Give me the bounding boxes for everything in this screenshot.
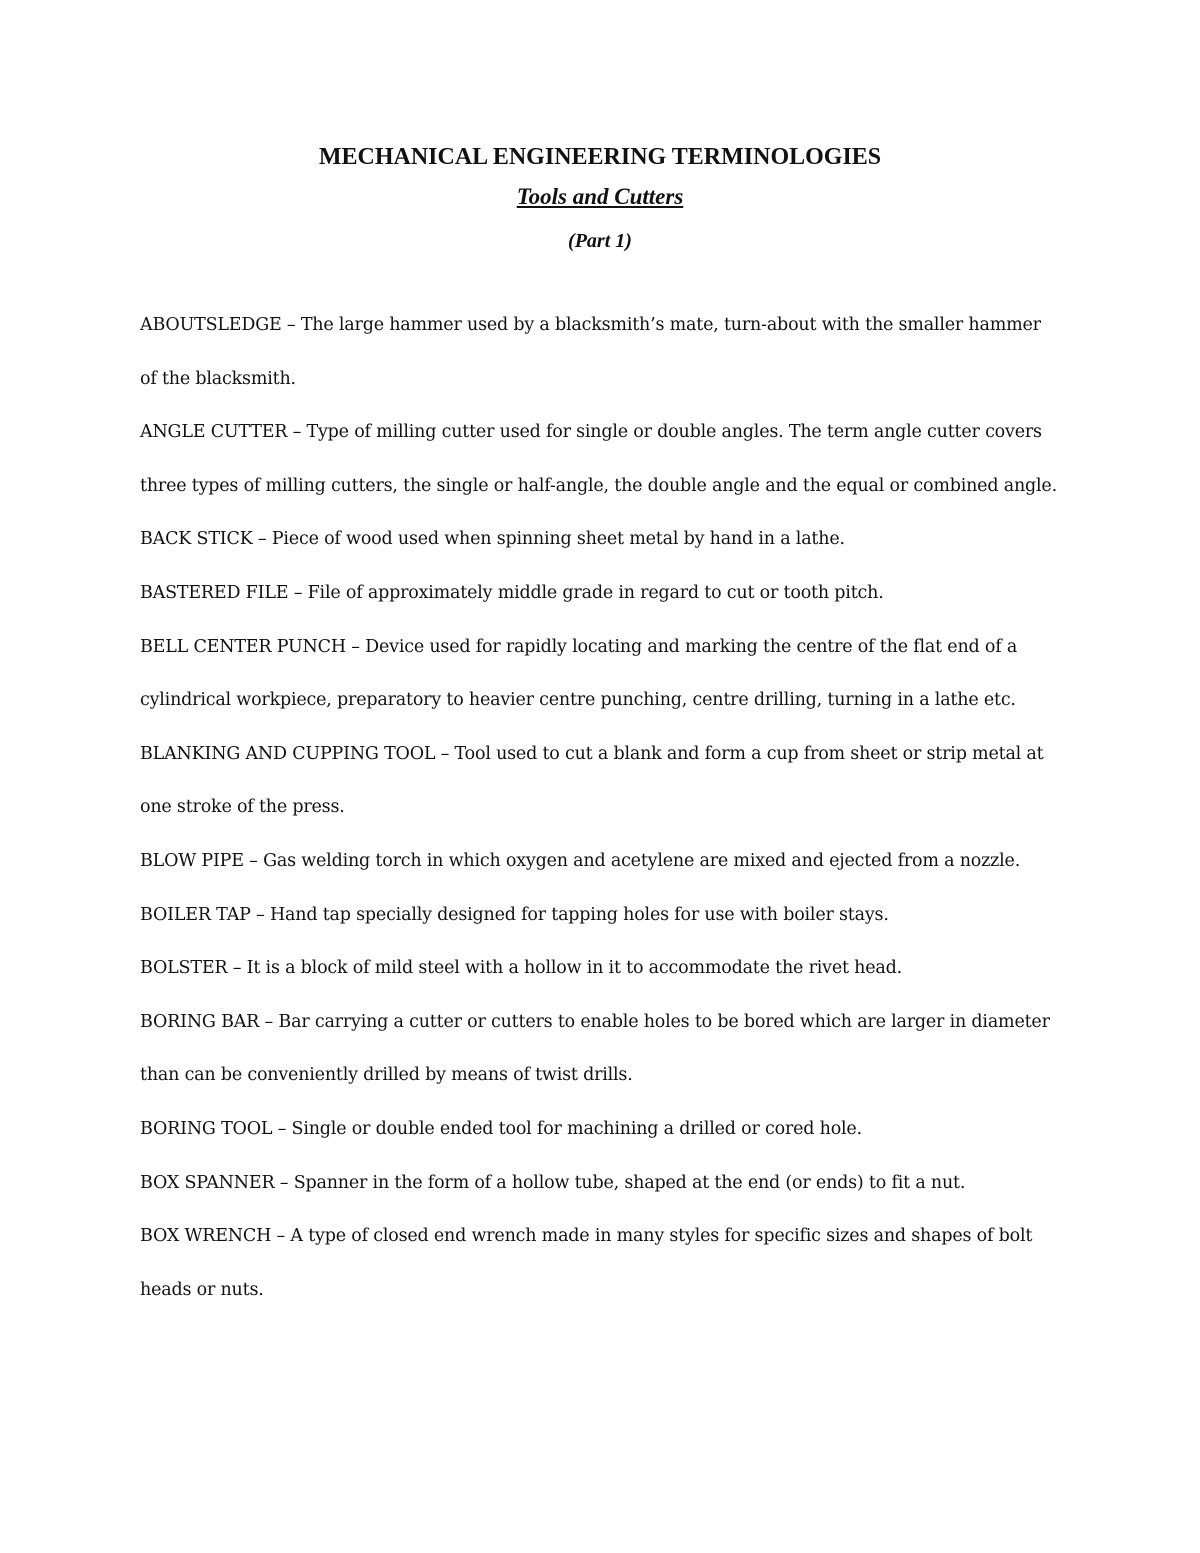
term-entry-angle-cutter: ANGLE CUTTER – Type of milling cutter used for single or double angles. The term angle cutter covers three types of milling cutters, the single or half-angle, the double angle and the equal or combined angle. <box>140 422 1057 496</box>
term-entry-bolster: BOLSTER – It is a block of mild steel with a hollow in it to accommodate the rivet head. <box>140 958 903 979</box>
term-entry-boring-bar: BORING BAR – Bar carrying a cutter or cutters to enable holes to be bored which are larger in diameter than can be conveniently drilled by means of twist drills. <box>140 1011 1050 1086</box>
term-entry-box-spanner: BOX SPANNER – Spanner in the form of a hollow tube, shaped at the end (or ends) to fit a nut. <box>140 1172 966 1193</box>
term-entry-blanking-and-cupping-tool: BLANKING AND CUPPING TOOL – Tool used to cut a blank and form a cup from sheet or strip metal at one stroke of the press. <box>140 743 1044 818</box>
part-label: (Part 1) <box>568 230 632 252</box>
terminology-list <box>140 299 1060 1317</box>
term-entry-bastered-file: BASTERED FILE – File of approximately middle grade in regard to cut or tooth pitch. <box>140 582 884 603</box>
term-entry-blow-pipe: BLOW PIPE – Gas welding torch in which oxygen and acetylene are mixed and ejected from a nozzle. <box>140 850 1021 871</box>
term-entry-aboutsledge: ABOUTSLEDGE – The large hammer used by a blacksmith’s mate, turn-about with the smaller hammer of the blacksmith. <box>140 315 1041 389</box>
term-entry-box-wrench: BOX WRENCH – A type of closed end wrench made in many styles for specific sizes and shapes of bolt heads or nuts. <box>140 1226 1033 1300</box>
term-entry-bell-center-punch: BELL CENTER PUNCH – Device used for rapidly locating and marking the centre of the flat end of a cylindrical workpiece, preparatory to heavier centre punching, centre drilling, turning in a lathe etc. <box>140 636 1018 711</box>
term-entry-boiler-tap: BOILER TAP – Hand tap specially designed for tapping holes for use with boiler stays. <box>140 904 889 925</box>
document-subtitle: Tools and Cutters <box>516 184 684 209</box>
document-title: MECHANICAL ENGINEERING TERMINOLOGIES <box>318 144 882 170</box>
term-entry-boring-tool: BORING TOOL – Single or double ended tool for machining a drilled or cored hole. <box>140 1118 862 1139</box>
term-entry-back-stick: BACK STICK – Piece of wood used when spinning sheet metal by hand in a lathe. <box>140 529 845 550</box>
